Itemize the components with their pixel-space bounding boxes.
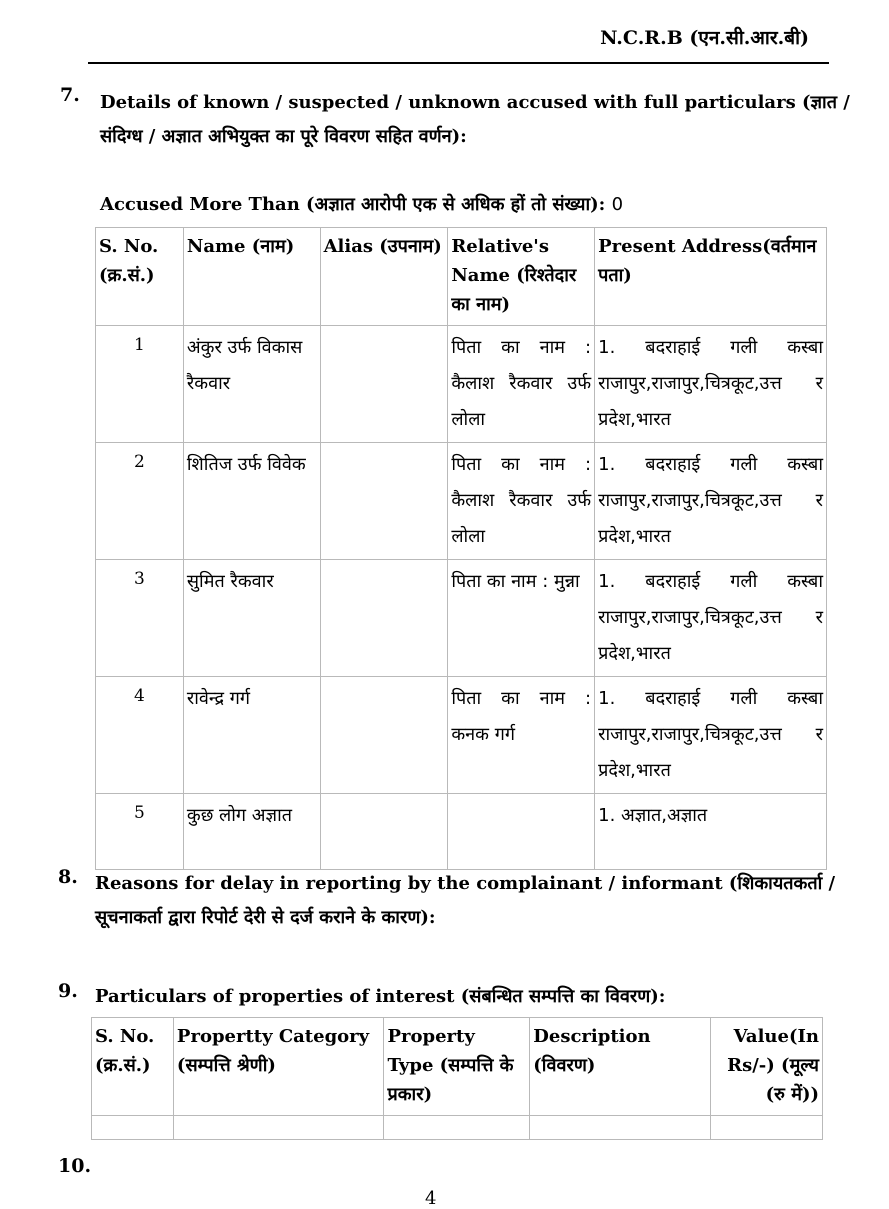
row-name: शितिज उर्फ विवेक bbox=[183, 443, 320, 560]
row-address: 1. बदराहाई गली कस्बा राजापुर,राजापुर,चित्रकूट,उत्त र प्रदेश,भारत bbox=[595, 443, 827, 560]
accused-more-than-label: Accused More Than (अज्ञात आरोपी एक से अधिक हों तो संख्या): bbox=[100, 194, 606, 215]
property-table bbox=[91, 1017, 823, 1140]
section-9-number: 9. bbox=[58, 980, 78, 1002]
row-relative: पिता का नाम : कैलाश रैकवार उर्फ लोला bbox=[448, 443, 595, 560]
page-header: N.C.R.B (एन.सी.आर.बी) bbox=[600, 27, 809, 49]
col-sno: S. No. (क्र.सं.) bbox=[96, 228, 184, 326]
section-7-title-line1: Details of known / suspected / unknown accused with full particulars (ज्ञात / bbox=[100, 92, 850, 113]
row-name: रावेन्द्र गर्ग bbox=[183, 677, 320, 794]
accused-table bbox=[95, 227, 827, 870]
col-relative-name: Relative's Name (रिश्तेदार का नाम) bbox=[448, 228, 595, 326]
row-relative: पिता का नाम : कनक गर्ग bbox=[448, 677, 595, 794]
row-sno: 4 bbox=[96, 677, 184, 794]
row-name: अंकुर उर्फ विकास रैकवार bbox=[183, 326, 320, 443]
empty-cell bbox=[92, 1116, 174, 1140]
row-sno: 1 bbox=[96, 326, 184, 443]
row-address: 1. बदराहाई गली कस्बा राजापुर,राजापुर,चित्रकूट,उत्त र प्रदेश,भारत bbox=[595, 560, 827, 677]
section-8-title bbox=[95, 867, 835, 935]
col-alias: Alias (उपनाम) bbox=[320, 228, 448, 326]
col-value: Value(In Rs/-) (मूल्य (रु में)) bbox=[711, 1018, 823, 1116]
col-sno: S. No. (क्र.सं.) bbox=[92, 1018, 174, 1116]
empty-cell bbox=[384, 1116, 530, 1140]
row-address: 1. बदराहाई गली कस्बा राजापुर,राजापुर,चित्रकूट,उत्त र प्रदेश,भारत bbox=[595, 326, 827, 443]
row-relative: पिता का नाम : कैलाश रैकवार उर्फ लोला bbox=[448, 326, 595, 443]
table-row bbox=[96, 443, 827, 560]
col-property-category: Propertty Category (सम्पत्ति श्रेणी) bbox=[173, 1018, 384, 1116]
section-8-number: 8. bbox=[58, 866, 78, 888]
row-alias bbox=[320, 560, 448, 677]
row-sno: 5 bbox=[96, 794, 184, 870]
row-address: 1. अज्ञात,अज्ञात bbox=[595, 794, 827, 870]
col-name: Name (नाम) bbox=[183, 228, 320, 326]
empty-cell bbox=[711, 1116, 823, 1140]
col-present-address: Present Address(वर्तमान पता) bbox=[595, 228, 827, 326]
row-alias bbox=[320, 326, 448, 443]
accused-more-than bbox=[100, 192, 623, 216]
row-relative bbox=[448, 794, 595, 870]
section-7-number: 7. bbox=[60, 84, 80, 106]
table-row bbox=[96, 560, 827, 677]
row-relative: पिता का नाम : मुन्ना bbox=[448, 560, 595, 677]
col-description: Description (विवरण) bbox=[530, 1018, 711, 1116]
section-8-title-line1: Reasons for delay in reporting by the complainant / informant (शिकायतकर्ता / bbox=[95, 873, 836, 894]
section-7-title bbox=[100, 86, 850, 154]
row-alias bbox=[320, 677, 448, 794]
table-row bbox=[96, 326, 827, 443]
table-row bbox=[96, 794, 827, 870]
row-address: 1. बदराहाई गली कस्बा राजापुर,राजापुर,चित्रकूट,उत्त र प्रदेश,भारत bbox=[595, 677, 827, 794]
section-7-title-line2: संदिग्ध / अज्ञात अभियुक्त का पूरे विवरण सहित वर्णन): bbox=[100, 126, 467, 147]
row-name: सुमित रैकवार bbox=[183, 560, 320, 677]
section-9-title: Particulars of properties of interest (संबन्धित सम्पत्ति का विवरण): bbox=[95, 986, 666, 1007]
accused-more-than-value: 0 bbox=[611, 194, 624, 215]
row-name: कुछ लोग अज्ञात bbox=[183, 794, 320, 870]
header-divider bbox=[88, 62, 829, 64]
property-table-header bbox=[92, 1018, 823, 1116]
section-8-title-line2: सूचनाकर्ता द्वारा रिपोर्ट देरी से दर्ज कराने के कारण): bbox=[95, 907, 436, 928]
col-property-type: Property Type (सम्पत्ति के प्रकार) bbox=[384, 1018, 530, 1116]
accused-table-header bbox=[96, 228, 827, 326]
empty-cell bbox=[530, 1116, 711, 1140]
table-row bbox=[92, 1116, 823, 1140]
table-row bbox=[96, 677, 827, 794]
section-10-number: 10. bbox=[58, 1155, 92, 1177]
page-number: 4 bbox=[425, 1188, 437, 1209]
empty-cell bbox=[173, 1116, 384, 1140]
row-alias bbox=[320, 443, 448, 560]
row-alias bbox=[320, 794, 448, 870]
row-sno: 2 bbox=[96, 443, 184, 560]
row-sno: 3 bbox=[96, 560, 184, 677]
